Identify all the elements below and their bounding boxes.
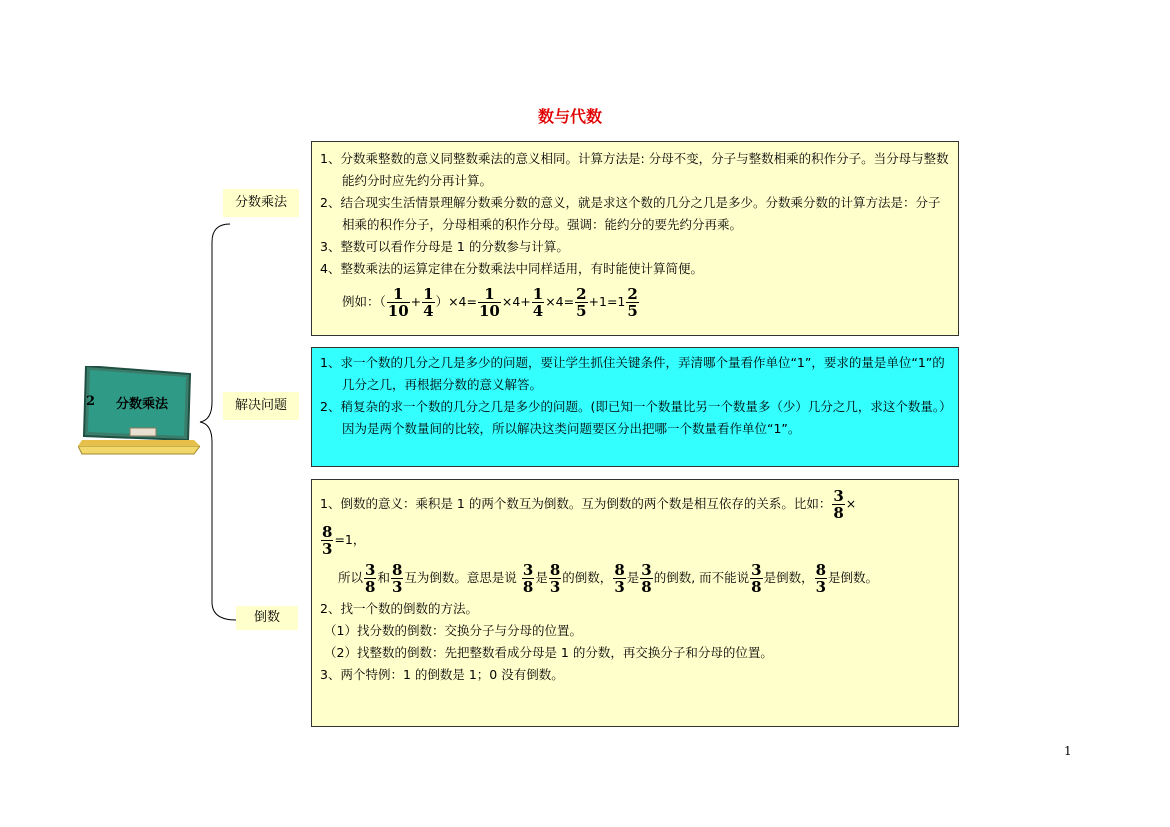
- list-item: 2、结合现实生活情景理解分数乘分数的意义，就是求这个数的几分之几是多少。分数乘分数的计算方法是：分子相乘的积作分子，分母相乘的积作分母。强调：能约分的要先约分再乘。: [320, 195, 941, 232]
- list-item: 1、求一个数的几分之几是多少的问题，要让学生抓住关键条件，弄清哪个量看作单位“1”，要求的量是单位“1”的几分之几，再根据分数的意义解答。: [320, 355, 945, 392]
- list-item: 4、整数乘法的运算定律在分数乘法中同样适用，有时能使计算简便。: [320, 261, 703, 276]
- list-item: 3、整数可以看作分母是 1 的分数参与计算。: [320, 239, 569, 254]
- list-item: （1）找分数的倒数：交换分子与分母的位置。: [324, 623, 582, 638]
- board-number: 2: [86, 394, 96, 409]
- operator: +1=1: [588, 294, 626, 309]
- reciprocal-definition-cont: [320, 522, 950, 558]
- example-formula: [320, 284, 950, 320]
- fraction: $\frac{2}{5}$: [576, 285, 587, 320]
- reciprocal-box: [311, 479, 959, 727]
- operator: =1，: [334, 532, 366, 547]
- fraction: $\frac{2}{5}$: [627, 285, 638, 320]
- fraction: $\frac{1}{10}$: [387, 285, 409, 320]
- fraction: $\frac{8}{3}$: [322, 523, 333, 558]
- fraction: $\frac{1}{10}$: [478, 285, 500, 320]
- reciprocal-definition: [320, 486, 950, 522]
- page-number: 1: [1064, 744, 1072, 758]
- operator: ×4+: [501, 294, 531, 309]
- list-item: 2、稍复杂的求一个数的几分之几是多少的问题。(即已知一个数量比另一个数量多（少）几分之几，求这个数量。）因为是两个数量间的比较，所以解决这类问题要区分出把哪一个数量看作单位“1”。: [320, 399, 946, 436]
- definition-text: 1、倒数的意义：乘积是 1 的两个数互为倒数。互为倒数的两个数是相互依存的关系。比如：: [320, 496, 832, 511]
- list-item: （2）找整数的倒数：先把整数看成分母是 1 的分数，再交换分子和分母的位置。: [324, 645, 773, 660]
- label-problem-solving: 解决问题: [223, 392, 299, 420]
- fraction: $\frac{1}{4}$: [532, 285, 544, 320]
- page-title: 数与代数: [537, 107, 602, 126]
- problem-solving-box: [311, 347, 959, 467]
- operator: +: [410, 294, 422, 309]
- fraction-multiplication-box: [311, 141, 959, 336]
- reciprocal-explanation: 所以 $\frac{3}{8}$ 和 $\frac{8}{3}$ 互为倒数。意思是说 $\frac{3}{8}$ 是 $\frac{8}{3}$ 的倒数， $\frac{8}{3}$ 是 $\frac{3}{8}$ 的倒数, 而不能说 $\frac{3}{8}$ 是倒数， $\frac{8}{3}$ 是倒数。: [338, 561, 879, 596]
- fraction: $\frac{3}{8}$: [833, 487, 844, 522]
- operator: ）×4=: [435, 294, 477, 309]
- list-item: 1、分数乘整数的意义同整数乘法的意义相同。计算方法是: 分母不变，分子与整数相乘的积作分子。当分母与整数能约分时应先约分再计算。: [320, 151, 949, 188]
- example-prefix: 例如：（: [342, 294, 386, 309]
- label-reciprocal: 倒数: [236, 606, 298, 630]
- brace-connector: [196, 222, 236, 622]
- list-item: 3、两个特例：1 的倒数是 1；0 没有倒数。: [320, 667, 564, 682]
- board-label: 分数乘法: [116, 397, 169, 412]
- label-fraction-multiplication: 分数乘法: [223, 189, 299, 217]
- fraction: $\frac{1}{4}$: [423, 285, 434, 320]
- operator: ×4=: [545, 294, 575, 309]
- operator: ×: [845, 496, 857, 511]
- list-item: 2、找一个数的倒数的方法。: [320, 601, 478, 616]
